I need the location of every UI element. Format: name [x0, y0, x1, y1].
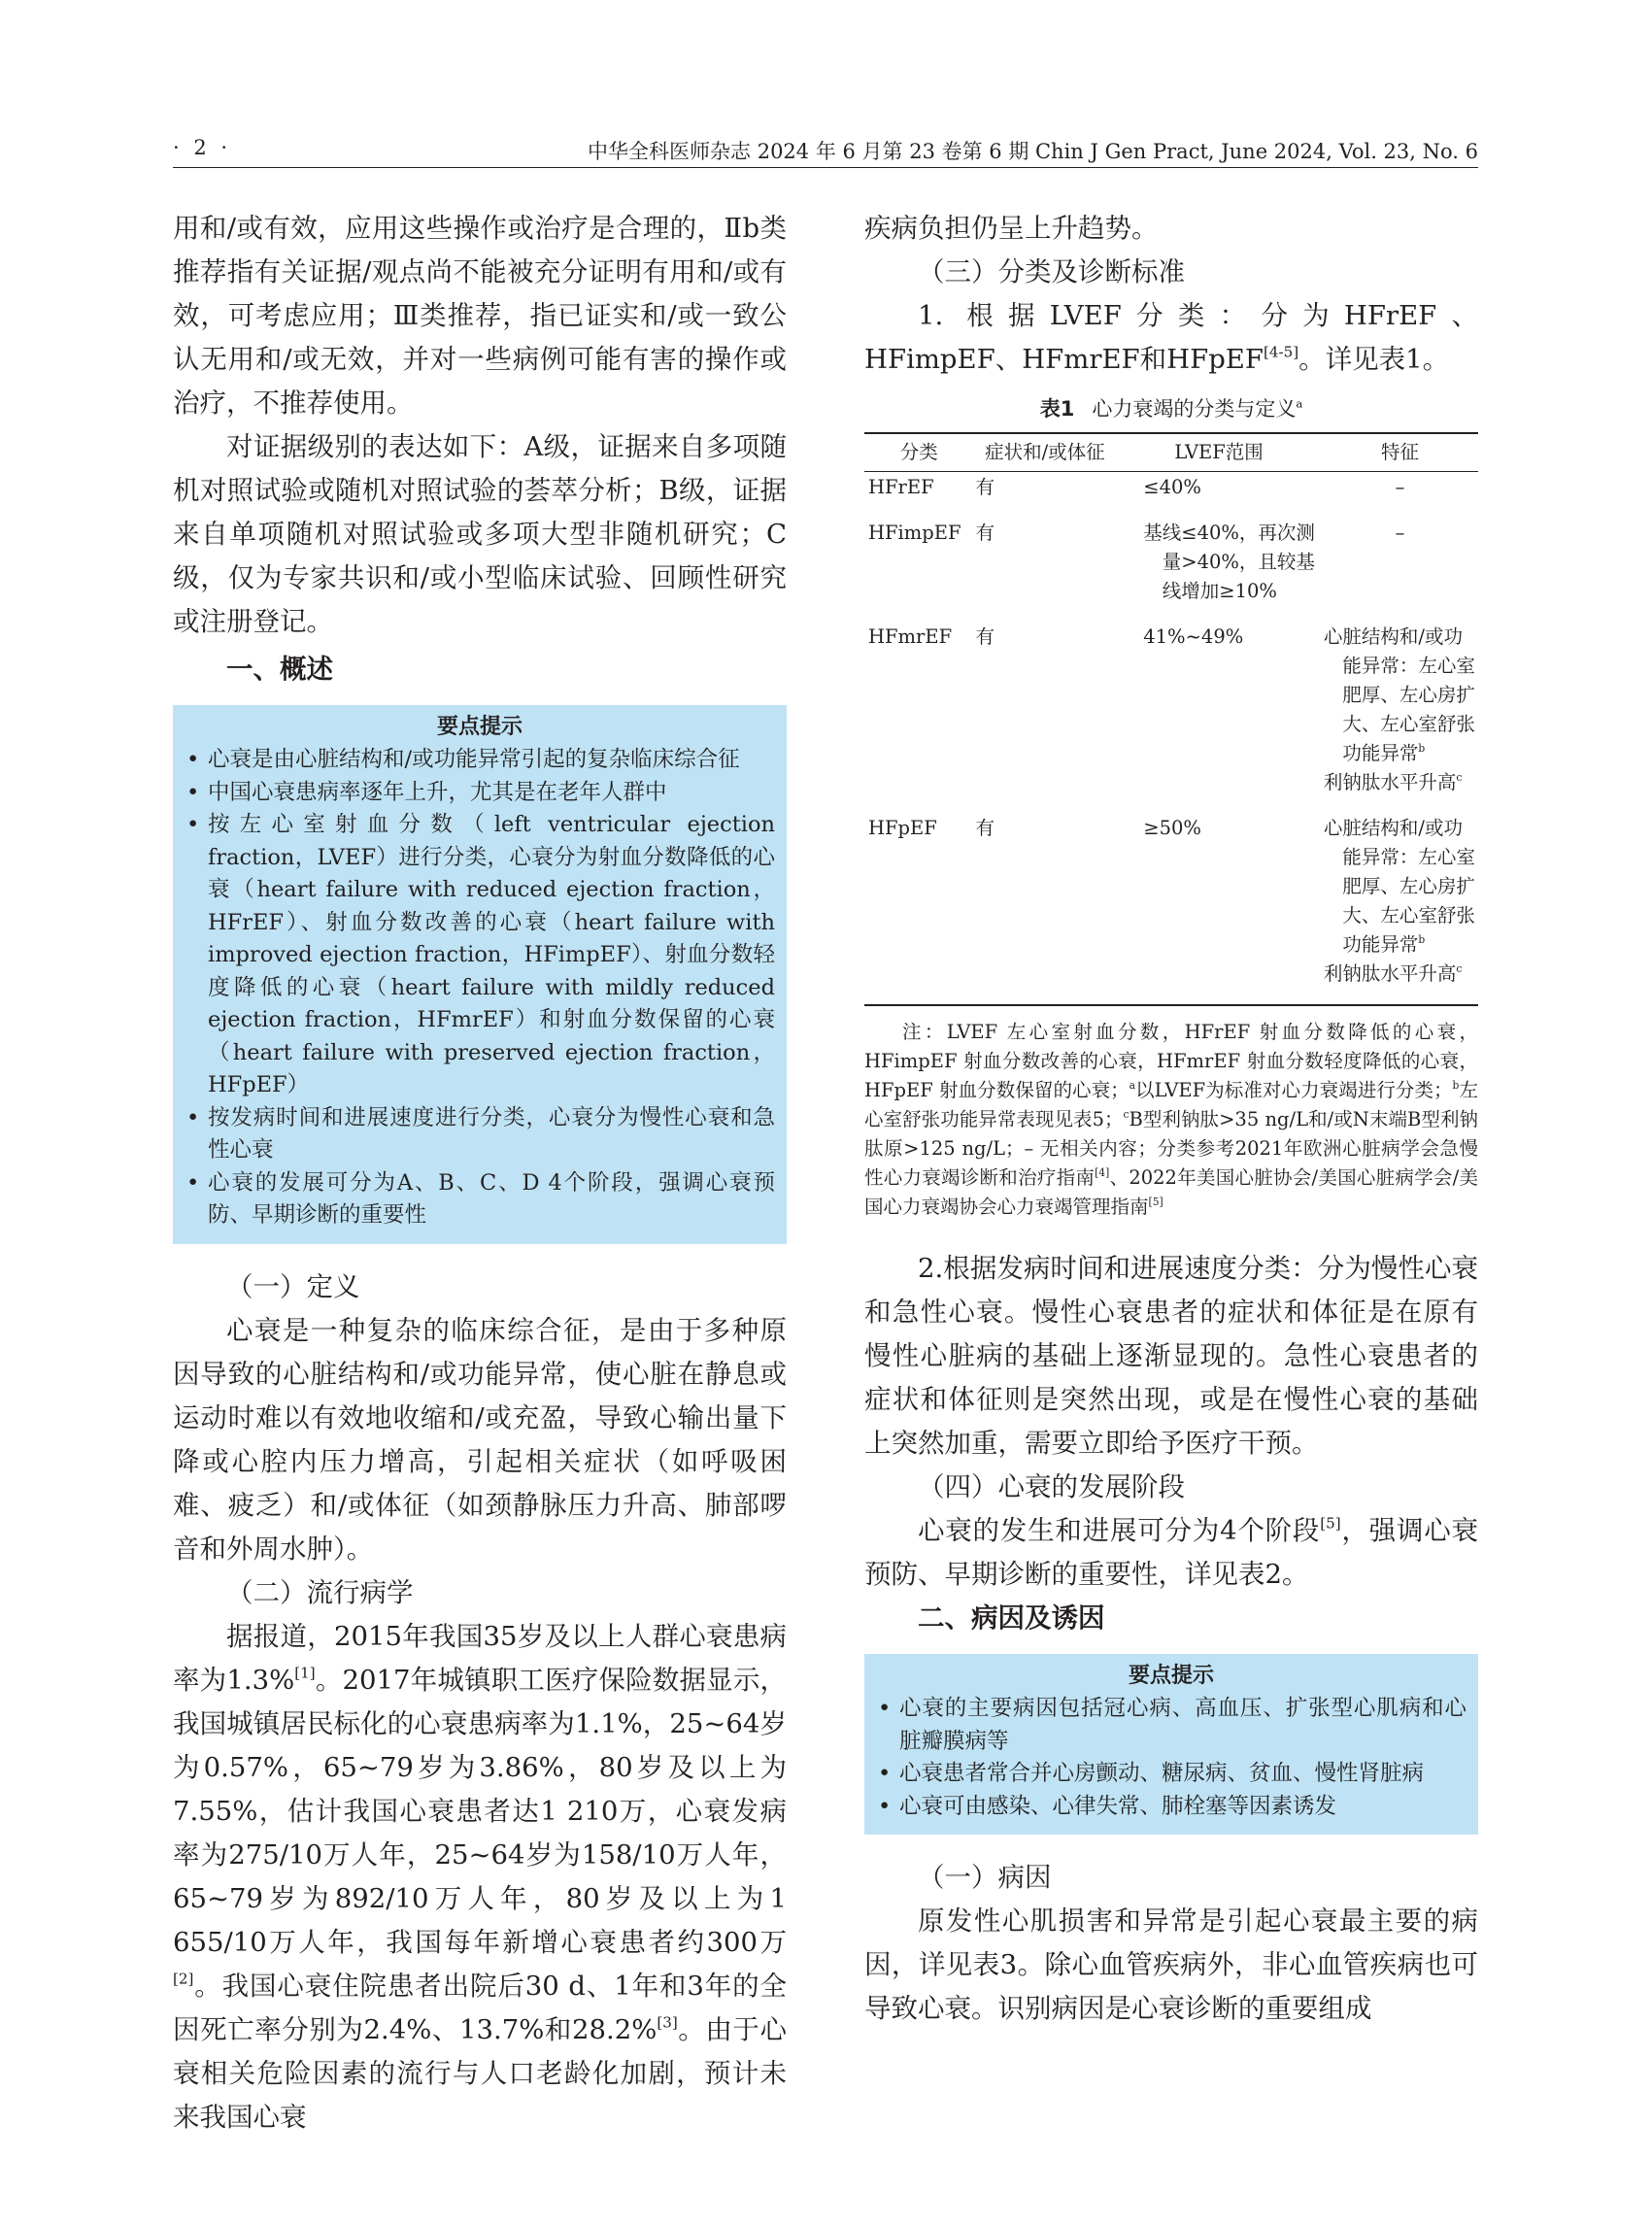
paragraph-epidemiology: 据报道，2015年我国35岁及以上人群心衰患病率为1.3%[1]。2017年城镇职工医疗保险数据显示，我国城镇居民标化的心衰患病率为1.1%，25~64岁为0.57%，65~79岁为3.86%，80岁及以上为7.55%，估计我国心衰患者达1 210万，心衰发病率为275/10万人年，25~64岁为158/10万人年，65~79岁为892/10万人年，80岁及以上为1 655/10万人年，我国每年新增心衰患者约300万[2]。我国心衰住院患者出院后30 d、1年和3年的全因死亡率分别为2.4%、13.7%和28.2%[3]。由于心衰相关危险因素的流行与人口老龄化加剧，预计未来我国心衰	[173, 1620, 788, 2133]
table-footnote: 注：LVEF 左心室射血分数，HFrEF 射血分数降低的心衰，HFimpEF 射血分数改善的心衰，HFmrEF 射血分数轻度降低的心衰，HFpEF 射血分数保留的心衰；$^a$以LVEF为标准对心力衰竭进行分类；$^b$左心室舒张功能异常表现见表5；$^c$B型利钠肽>35 ng/L和/或N末端B型利钠肽原>125 ng/L；– 无相关内容；分类参考2021年欧洲心脏病学会急慢性心力衰竭诊断和治疗指南[4]、2022年美国心脏协会/美国心脏病学会/美国心力衰竭协会心力衰竭管理指南[5]	[864, 1021, 1478, 1218]
table-label: 表1	[1039, 397, 1075, 421]
table-header-cell: 症状和/或体征	[985, 441, 1105, 463]
section-heading-causes: 二、病因及诱因	[918, 1602, 1105, 1634]
citation-ref: [1]	[294, 1664, 316, 1682]
subheading-definition: （一）定义	[226, 1270, 360, 1302]
table-cell-symptom: 有	[975, 817, 995, 839]
table-title: 心力衰竭的分类与定义	[1092, 397, 1297, 421]
paragraph-stages: 心衰的发生和进展可分为4个阶段[5]，强调心衰预防、早期诊断的重要性，详见表2。	[864, 1514, 1479, 1590]
table-header-cell: LVEF范围	[1174, 441, 1264, 463]
footnote-mark: c	[1456, 961, 1463, 975]
table-cell-feature: –	[1395, 476, 1405, 498]
running-header	[173, 132, 1478, 168]
classification-table	[864, 432, 1478, 1006]
key-points-title: 要点提示	[1128, 1664, 1214, 1688]
paragraph-epidemiology-end: 疾病负担仍呈上升趋势。	[864, 213, 1159, 244]
paragraph-etiology: 原发性心肌损害和异常是引起心衰最主要的病因，详见表3。除心血管疾病外，非心血管疾病也可导致心衰。识别病因是心衰诊断的重要组成	[864, 1905, 1478, 2024]
table-cell-class: HFimpEF	[868, 522, 961, 544]
subheading-stages: （四）心衰的发展阶段	[918, 1471, 1185, 1502]
table-row	[864, 622, 1478, 813]
paragraph-evidence-levels: 对证据级别的表达如下：A级，证据来自多项随机对照试验或随机对照试验的荟萃分析；B级，证据来自单项随机对照试验或多项大型非随机研究；C级，仅为专家共识和/或小型临床试验、回顾性研究或注册登记。	[173, 431, 787, 637]
table-cell-symptom: 有	[975, 522, 995, 544]
key-point-item: • 中国心衰患病率逐年上升，尤其是在老年人群中	[185, 777, 775, 810]
table-cell-feature: 心脏结构和/或功能异常：左心室肥厚、左心房扩大、左心室舒张功能异常$^b$ 利钠肽水平升高$^c$	[1323, 817, 1475, 985]
table-cell-class: HFmrEF	[868, 625, 953, 648]
subheading-etiology: （一）病因	[918, 1862, 1052, 1893]
key-point-item: • 心衰患者常合并心房颤动、糖尿病、贫血、慢性肾脏病	[876, 1758, 1467, 1791]
subheading-classification: （三）分类及诊断标准	[918, 256, 1185, 287]
table-header-cell: 特征	[1380, 441, 1419, 463]
journal-citation: 中华全科医师杂志 2024 年 6 月第 23 卷第 6 期 Chin J Gen Pract, June 2024, Vol. 23, No. 6	[588, 140, 1478, 163]
table-cell-lvef: 41%~49%	[1143, 625, 1244, 648]
page-number: · 2 ·	[173, 136, 232, 159]
section-heading-overview: 一、概述	[226, 654, 333, 685]
right-column	[864, 207, 1478, 2031]
key-point-item: • 心衰的主要病因包括冠心病、高血压、扩张型心肌病和心脏瓣膜病等	[876, 1693, 1467, 1758]
table-header-cell: 分类	[899, 441, 938, 463]
left-column	[173, 207, 787, 2140]
table-cell-class: HFrEF	[868, 476, 934, 498]
table-cell-lvef: 基线≤40%，再次测量>40%，且较基线增加≥10%	[1143, 522, 1315, 602]
key-point-item: • 按发病时间和进展速度进行分类，心衰分为慢性心衰和急性心衰	[185, 1102, 775, 1167]
table-cell-symptom: 有	[975, 476, 995, 498]
table-cell-feature: 心脏结构和/或功能异常：左心室肥厚、左心房扩大、左心室舒张功能异常$^b$ 利钠肽水平升高$^c$	[1323, 625, 1475, 793]
table-cell-feature: –	[1395, 522, 1405, 544]
key-point-item: • 心衰的发展可分为A、B、C、D 4个阶段，强调心衰预防、早期诊断的重要性	[185, 1167, 775, 1232]
citation-ref: [5]	[1320, 1514, 1341, 1533]
subheading-epidemiology: （二）流行病学	[226, 1576, 414, 1608]
citation-ref: [2]	[173, 1970, 194, 1988]
key-point-item: • 心衰是由心脏结构和/或功能异常引起的复杂临床综合征	[185, 744, 775, 777]
table-header-row	[864, 433, 1478, 472]
table-caption	[864, 393, 1478, 424]
citation-ref: [4-5]	[1263, 343, 1299, 361]
citation-ref: [3]	[657, 2013, 678, 2032]
paragraph-definition: 心衰是一种复杂的临床综合征，是由于多种原因导致的心脏结构和/或功能异常，使心脏在静息或运动时难以有效地收缩和/或充盈，导致心输出量下降或心腔内压力增高，引起相关症状（如呼吸困难、疲乏）和/或体征（如颈静脉压力升高、肺部啰音和外周水肿）。	[173, 1314, 787, 1565]
paragraph-classification-lvef: 1. 根据LVEF分类：分为HFrEF、HFimpEF、HFmrEF和HFpEF[4-5]。详见表1。	[864, 300, 1478, 375]
key-points-box	[173, 705, 787, 1244]
table-row	[864, 518, 1478, 622]
footnote-mark: b	[1418, 741, 1426, 755]
key-point-item: • 心衰可由感染、心律失常、肺栓塞等因素诱发	[876, 1791, 1467, 1824]
key-points-title: 要点提示	[436, 715, 523, 739]
table-cell-class: HFpEF	[868, 817, 937, 839]
footnote-mark: b	[1418, 932, 1426, 946]
table-cell-lvef: ≥50%	[1143, 817, 1201, 839]
paragraph-recommendation-classes: 用和/或有效，应用这些操作或治疗是合理的，Ⅱb类推荐指有关证据/观点尚不能被充分证明有用和/或有效，可考虑应用；Ⅲ类推荐，指已证实和/或一致公认无用和/或无效，并对一些病例可能有害的操作或治疗，不推荐使用。	[173, 213, 787, 419]
table-cell-symptom: 有	[975, 625, 995, 648]
key-points-box	[864, 1654, 1478, 1835]
table-row	[864, 813, 1478, 1005]
paragraph-classification-onset: 2.根据发病时间和进展速度分类：分为慢性心衰和急性心衰。慢性心衰患者的症状和体征是在原有慢性心脏病的基础上逐渐显现的。急性心衰患者的症状和体征则是突然出现，或是在慢性心衰的基础上突然加重，需要立即给予医疗干预。	[864, 1253, 1478, 1459]
footnote-mark: c	[1456, 770, 1463, 784]
footnote-mark: a	[1296, 396, 1303, 411]
table-cell-lvef: ≤40%	[1143, 476, 1201, 498]
key-point-item: • 按左心室射血分数（left ventricular ejection fraction，LVEF）进行分类，心衰分为射血分数降低的心衰（heart failure with reduced ejection fraction，HFrEF）、射血分数改善的心衰（heart failure with improved ejection fraction，HFimpEF）、射血分数轻度降低的心衰（heart failure with mildly reduced ejection fraction，HFmrEF）和射血分数保留的心衰（heart failure with preserved ejection fraction，HFpEF）	[185, 809, 775, 1102]
table-row	[864, 472, 1478, 519]
